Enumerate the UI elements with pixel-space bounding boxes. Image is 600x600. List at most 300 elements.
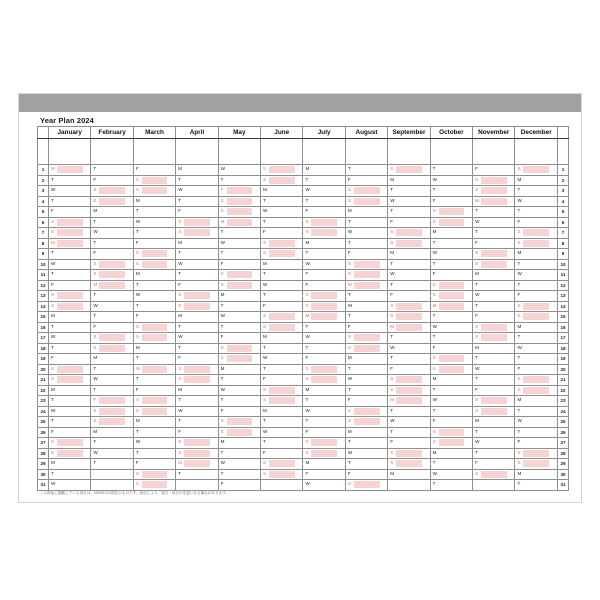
day-cell[interactable] bbox=[176, 396, 218, 407]
day-cell[interactable] bbox=[176, 291, 218, 302]
day-cell[interactable] bbox=[176, 207, 218, 218]
day-cell[interactable] bbox=[473, 270, 515, 281]
day-cell[interactable] bbox=[388, 291, 430, 302]
day-cell[interactable] bbox=[49, 217, 91, 228]
day-cell[interactable] bbox=[133, 438, 175, 449]
day-cell[interactable] bbox=[133, 480, 175, 491]
day-cell[interactable] bbox=[91, 396, 133, 407]
day-cell[interactable] bbox=[91, 196, 133, 207]
day-cell[interactable] bbox=[176, 270, 218, 281]
day-cell[interactable] bbox=[176, 175, 218, 186]
day-cell[interactable] bbox=[388, 333, 430, 344]
day-cell[interactable] bbox=[218, 207, 260, 218]
day-cell[interactable] bbox=[133, 228, 175, 239]
day-cell[interactable] bbox=[218, 406, 260, 417]
day-cell[interactable] bbox=[218, 343, 260, 354]
day-cell[interactable] bbox=[430, 480, 472, 491]
day-cell[interactable] bbox=[261, 469, 303, 480]
day-cell[interactable] bbox=[303, 186, 345, 197]
day-cell[interactable] bbox=[303, 343, 345, 354]
day-cell[interactable] bbox=[430, 280, 472, 291]
day-cell[interactable] bbox=[388, 448, 430, 459]
day-cell[interactable] bbox=[473, 417, 515, 428]
day-cell[interactable] bbox=[133, 249, 175, 260]
day-cell[interactable] bbox=[49, 322, 91, 333]
day-cell[interactable] bbox=[303, 291, 345, 302]
day-cell[interactable] bbox=[430, 196, 472, 207]
day-cell[interactable] bbox=[430, 385, 472, 396]
day-cell[interactable] bbox=[303, 364, 345, 375]
day-cell[interactable] bbox=[345, 165, 387, 176]
day-cell[interactable] bbox=[430, 438, 472, 449]
day-cell[interactable] bbox=[176, 406, 218, 417]
day-cell[interactable] bbox=[218, 186, 260, 197]
day-cell[interactable] bbox=[91, 385, 133, 396]
day-cell[interactable] bbox=[218, 228, 260, 239]
day-cell[interactable] bbox=[388, 280, 430, 291]
day-cell[interactable] bbox=[303, 354, 345, 365]
day-cell[interactable] bbox=[388, 406, 430, 417]
day-cell[interactable] bbox=[345, 291, 387, 302]
day-cell[interactable] bbox=[345, 406, 387, 417]
day-cell[interactable] bbox=[388, 427, 430, 438]
day-cell[interactable] bbox=[303, 417, 345, 428]
day-cell[interactable] bbox=[345, 175, 387, 186]
day-cell[interactable] bbox=[218, 469, 260, 480]
day-cell[interactable] bbox=[473, 301, 515, 312]
day-cell[interactable] bbox=[345, 270, 387, 281]
day-cell[interactable] bbox=[218, 270, 260, 281]
day-cell[interactable] bbox=[345, 196, 387, 207]
day-cell[interactable] bbox=[261, 438, 303, 449]
day-cell[interactable] bbox=[515, 259, 558, 270]
day-cell[interactable] bbox=[303, 459, 345, 470]
day-cell[interactable] bbox=[218, 354, 260, 365]
day-cell[interactable] bbox=[218, 175, 260, 186]
day-cell[interactable] bbox=[515, 196, 558, 207]
day-cell[interactable] bbox=[515, 301, 558, 312]
day-cell[interactable] bbox=[430, 207, 472, 218]
day-cell[interactable] bbox=[473, 333, 515, 344]
day-cell[interactable] bbox=[430, 259, 472, 270]
day-cell[interactable] bbox=[261, 364, 303, 375]
day-cell[interactable] bbox=[91, 333, 133, 344]
day-cell[interactable] bbox=[218, 417, 260, 428]
day-cell[interactable] bbox=[303, 322, 345, 333]
day-cell[interactable] bbox=[133, 280, 175, 291]
day-cell[interactable] bbox=[303, 396, 345, 407]
day-cell[interactable] bbox=[473, 396, 515, 407]
notes-cell[interactable] bbox=[473, 139, 515, 165]
day-cell[interactable] bbox=[345, 375, 387, 386]
day-cell[interactable] bbox=[176, 333, 218, 344]
day-cell[interactable] bbox=[473, 438, 515, 449]
day-cell[interactable] bbox=[515, 333, 558, 344]
day-cell[interactable] bbox=[261, 280, 303, 291]
day-cell[interactable] bbox=[388, 312, 430, 323]
day-cell[interactable] bbox=[345, 249, 387, 260]
day-cell[interactable] bbox=[91, 249, 133, 260]
day-cell[interactable] bbox=[133, 385, 175, 396]
day-cell[interactable] bbox=[473, 186, 515, 197]
day-cell[interactable] bbox=[49, 417, 91, 428]
day-cell[interactable] bbox=[388, 364, 430, 375]
day-cell[interactable] bbox=[345, 480, 387, 491]
day-cell[interactable] bbox=[473, 448, 515, 459]
day-cell[interactable] bbox=[49, 406, 91, 417]
day-cell[interactable] bbox=[261, 270, 303, 281]
day-cell[interactable] bbox=[473, 291, 515, 302]
day-cell[interactable] bbox=[49, 280, 91, 291]
day-cell[interactable] bbox=[473, 375, 515, 386]
day-cell[interactable] bbox=[430, 228, 472, 239]
day-cell[interactable] bbox=[388, 322, 430, 333]
day-cell[interactable] bbox=[91, 301, 133, 312]
day-cell[interactable] bbox=[345, 259, 387, 270]
notes-cell[interactable] bbox=[430, 139, 472, 165]
day-cell[interactable] bbox=[388, 301, 430, 312]
day-cell[interactable] bbox=[345, 312, 387, 323]
day-cell[interactable] bbox=[218, 196, 260, 207]
day-cell[interactable] bbox=[49, 375, 91, 386]
day-cell[interactable] bbox=[303, 217, 345, 228]
day-cell[interactable] bbox=[49, 459, 91, 470]
day-cell[interactable] bbox=[176, 469, 218, 480]
day-cell[interactable] bbox=[91, 291, 133, 302]
day-cell[interactable] bbox=[430, 291, 472, 302]
day-cell[interactable] bbox=[176, 238, 218, 249]
day-cell[interactable] bbox=[49, 427, 91, 438]
day-cell[interactable] bbox=[218, 301, 260, 312]
day-cell[interactable] bbox=[473, 459, 515, 470]
day-cell[interactable] bbox=[133, 165, 175, 176]
day-cell[interactable] bbox=[345, 469, 387, 480]
day-cell[interactable] bbox=[49, 480, 91, 491]
day-cell[interactable] bbox=[218, 238, 260, 249]
notes-cell[interactable] bbox=[388, 139, 430, 165]
day-cell[interactable] bbox=[515, 270, 558, 281]
day-cell[interactable] bbox=[261, 427, 303, 438]
day-cell[interactable] bbox=[473, 259, 515, 270]
day-cell[interactable] bbox=[388, 354, 430, 365]
day-cell[interactable] bbox=[515, 249, 558, 260]
day-cell[interactable] bbox=[430, 364, 472, 375]
day-cell[interactable] bbox=[430, 469, 472, 480]
day-cell[interactable] bbox=[261, 375, 303, 386]
day-cell[interactable] bbox=[473, 207, 515, 218]
day-cell[interactable] bbox=[218, 280, 260, 291]
day-cell[interactable] bbox=[176, 165, 218, 176]
day-cell[interactable] bbox=[473, 312, 515, 323]
day-cell[interactable] bbox=[261, 385, 303, 396]
day-cell[interactable] bbox=[345, 438, 387, 449]
day-cell[interactable] bbox=[388, 259, 430, 270]
day-cell[interactable] bbox=[133, 396, 175, 407]
day-cell[interactable] bbox=[176, 322, 218, 333]
day-cell[interactable] bbox=[430, 354, 472, 365]
day-cell[interactable] bbox=[473, 228, 515, 239]
day-cell[interactable] bbox=[515, 322, 558, 333]
day-cell[interactable] bbox=[430, 301, 472, 312]
day-cell[interactable] bbox=[345, 396, 387, 407]
notes-cell[interactable] bbox=[133, 139, 175, 165]
day-cell[interactable] bbox=[49, 469, 91, 480]
day-cell[interactable] bbox=[430, 459, 472, 470]
day-cell[interactable] bbox=[303, 175, 345, 186]
day-cell[interactable] bbox=[261, 196, 303, 207]
day-cell[interactable] bbox=[345, 364, 387, 375]
day-cell[interactable] bbox=[49, 291, 91, 302]
day-cell[interactable] bbox=[430, 249, 472, 260]
day-cell[interactable] bbox=[473, 238, 515, 249]
day-cell[interactable] bbox=[218, 259, 260, 270]
day-cell[interactable] bbox=[388, 207, 430, 218]
day-cell[interactable] bbox=[345, 385, 387, 396]
day-cell[interactable] bbox=[303, 448, 345, 459]
day-cell[interactable] bbox=[218, 165, 260, 176]
day-cell[interactable] bbox=[49, 312, 91, 323]
day-cell[interactable] bbox=[49, 270, 91, 281]
day-cell[interactable] bbox=[430, 427, 472, 438]
day-cell[interactable] bbox=[388, 385, 430, 396]
day-cell[interactable] bbox=[133, 259, 175, 270]
day-cell[interactable] bbox=[49, 259, 91, 270]
day-cell[interactable] bbox=[473, 175, 515, 186]
day-cell[interactable] bbox=[176, 228, 218, 239]
day-cell[interactable] bbox=[473, 165, 515, 176]
day-cell[interactable] bbox=[218, 427, 260, 438]
day-cell[interactable] bbox=[515, 280, 558, 291]
day-cell[interactable] bbox=[133, 238, 175, 249]
notes-cell[interactable] bbox=[303, 139, 345, 165]
day-cell[interactable] bbox=[133, 291, 175, 302]
day-cell[interactable] bbox=[303, 165, 345, 176]
day-cell[interactable] bbox=[49, 333, 91, 344]
day-cell[interactable] bbox=[345, 228, 387, 239]
day-cell[interactable] bbox=[388, 217, 430, 228]
day-cell[interactable] bbox=[176, 301, 218, 312]
day-cell[interactable] bbox=[303, 259, 345, 270]
day-cell[interactable] bbox=[430, 312, 472, 323]
day-cell[interactable] bbox=[345, 280, 387, 291]
day-cell[interactable] bbox=[345, 186, 387, 197]
day-cell[interactable] bbox=[473, 406, 515, 417]
notes-cell[interactable] bbox=[49, 139, 91, 165]
day-cell[interactable] bbox=[176, 196, 218, 207]
day-cell[interactable] bbox=[515, 354, 558, 365]
day-cell[interactable] bbox=[473, 322, 515, 333]
day-cell[interactable] bbox=[91, 312, 133, 323]
day-cell[interactable] bbox=[303, 280, 345, 291]
day-cell[interactable] bbox=[261, 175, 303, 186]
day-cell[interactable] bbox=[345, 322, 387, 333]
day-cell[interactable] bbox=[176, 427, 218, 438]
day-cell[interactable] bbox=[176, 343, 218, 354]
day-cell[interactable] bbox=[91, 375, 133, 386]
day-cell[interactable] bbox=[303, 385, 345, 396]
day-cell[interactable] bbox=[515, 427, 558, 438]
day-cell[interactable] bbox=[133, 322, 175, 333]
day-cell[interactable] bbox=[515, 217, 558, 228]
day-cell[interactable] bbox=[430, 322, 472, 333]
day-cell[interactable] bbox=[303, 406, 345, 417]
day-cell[interactable] bbox=[133, 333, 175, 344]
day-cell[interactable] bbox=[345, 427, 387, 438]
day-cell[interactable] bbox=[218, 217, 260, 228]
day-cell[interactable] bbox=[91, 238, 133, 249]
day-cell[interactable] bbox=[515, 207, 558, 218]
day-cell[interactable] bbox=[91, 207, 133, 218]
day-cell[interactable] bbox=[388, 375, 430, 386]
day-cell[interactable] bbox=[176, 459, 218, 470]
day-cell[interactable] bbox=[345, 459, 387, 470]
day-cell[interactable] bbox=[515, 396, 558, 407]
day-cell[interactable] bbox=[261, 448, 303, 459]
day-cell[interactable] bbox=[261, 249, 303, 260]
day-cell[interactable] bbox=[303, 238, 345, 249]
day-cell[interactable] bbox=[430, 448, 472, 459]
day-cell[interactable] bbox=[345, 448, 387, 459]
day-cell[interactable] bbox=[345, 333, 387, 344]
day-cell[interactable] bbox=[515, 364, 558, 375]
day-cell[interactable] bbox=[515, 406, 558, 417]
day-cell[interactable] bbox=[49, 249, 91, 260]
day-cell[interactable] bbox=[91, 406, 133, 417]
day-cell[interactable] bbox=[133, 364, 175, 375]
day-cell[interactable] bbox=[345, 207, 387, 218]
day-cell[interactable] bbox=[303, 333, 345, 344]
day-cell[interactable] bbox=[303, 249, 345, 260]
day-cell[interactable] bbox=[515, 165, 558, 176]
notes-cell[interactable] bbox=[261, 139, 303, 165]
day-cell[interactable] bbox=[133, 312, 175, 323]
day-cell[interactable] bbox=[473, 280, 515, 291]
day-cell[interactable] bbox=[91, 175, 133, 186]
day-cell[interactable] bbox=[133, 207, 175, 218]
day-cell[interactable] bbox=[133, 469, 175, 480]
day-cell[interactable] bbox=[176, 448, 218, 459]
day-cell[interactable] bbox=[515, 186, 558, 197]
day-cell[interactable] bbox=[430, 238, 472, 249]
day-cell[interactable] bbox=[133, 354, 175, 365]
day-cell[interactable] bbox=[133, 459, 175, 470]
day-cell[interactable] bbox=[388, 438, 430, 449]
day-cell[interactable] bbox=[388, 165, 430, 176]
day-cell[interactable] bbox=[133, 270, 175, 281]
day-cell[interactable] bbox=[303, 469, 345, 480]
day-cell[interactable] bbox=[176, 385, 218, 396]
notes-cell[interactable] bbox=[38, 139, 49, 165]
day-cell[interactable] bbox=[133, 301, 175, 312]
day-cell[interactable] bbox=[388, 249, 430, 260]
day-cell[interactable] bbox=[218, 438, 260, 449]
day-cell[interactable] bbox=[515, 469, 558, 480]
day-cell[interactable] bbox=[91, 186, 133, 197]
day-cell[interactable] bbox=[261, 322, 303, 333]
day-cell[interactable] bbox=[49, 228, 91, 239]
day-cell[interactable] bbox=[303, 301, 345, 312]
day-cell[interactable] bbox=[473, 427, 515, 438]
day-cell[interactable] bbox=[345, 238, 387, 249]
day-cell[interactable] bbox=[345, 217, 387, 228]
day-cell[interactable] bbox=[345, 417, 387, 428]
day-cell[interactable] bbox=[49, 448, 91, 459]
day-cell[interactable] bbox=[91, 165, 133, 176]
day-cell[interactable] bbox=[303, 207, 345, 218]
day-cell[interactable] bbox=[303, 270, 345, 281]
day-cell[interactable] bbox=[430, 217, 472, 228]
day-cell[interactable] bbox=[388, 238, 430, 249]
day-cell[interactable] bbox=[218, 375, 260, 386]
day-cell[interactable] bbox=[218, 396, 260, 407]
day-cell[interactable] bbox=[388, 459, 430, 470]
notes-cell[interactable] bbox=[515, 139, 558, 165]
day-cell[interactable] bbox=[515, 343, 558, 354]
day-cell[interactable] bbox=[345, 343, 387, 354]
day-cell[interactable] bbox=[133, 406, 175, 417]
day-cell[interactable] bbox=[261, 291, 303, 302]
day-cell[interactable] bbox=[473, 385, 515, 396]
day-cell[interactable] bbox=[303, 480, 345, 491]
day-cell[interactable] bbox=[49, 438, 91, 449]
day-cell[interactable] bbox=[133, 417, 175, 428]
day-cell[interactable] bbox=[91, 427, 133, 438]
notes-cell[interactable] bbox=[345, 139, 387, 165]
day-cell[interactable] bbox=[91, 217, 133, 228]
day-cell[interactable] bbox=[473, 217, 515, 228]
day-cell[interactable] bbox=[218, 249, 260, 260]
day-cell[interactable] bbox=[49, 175, 91, 186]
day-cell[interactable] bbox=[261, 238, 303, 249]
day-cell[interactable] bbox=[515, 448, 558, 459]
day-cell[interactable] bbox=[515, 417, 558, 428]
day-cell[interactable] bbox=[91, 364, 133, 375]
day-cell[interactable] bbox=[49, 301, 91, 312]
day-cell[interactable] bbox=[49, 238, 91, 249]
day-cell[interactable] bbox=[261, 333, 303, 344]
day-cell[interactable] bbox=[303, 196, 345, 207]
day-cell[interactable] bbox=[133, 375, 175, 386]
day-cell[interactable] bbox=[91, 280, 133, 291]
day-cell[interactable] bbox=[176, 312, 218, 323]
day-cell[interactable] bbox=[133, 427, 175, 438]
day-cell[interactable] bbox=[388, 270, 430, 281]
day-cell[interactable] bbox=[218, 312, 260, 323]
day-cell[interactable] bbox=[430, 417, 472, 428]
day-cell[interactable] bbox=[218, 385, 260, 396]
day-cell[interactable] bbox=[388, 175, 430, 186]
day-cell[interactable] bbox=[49, 186, 91, 197]
day-cell[interactable] bbox=[133, 448, 175, 459]
day-cell[interactable] bbox=[261, 207, 303, 218]
day-cell[interactable] bbox=[218, 291, 260, 302]
day-cell[interactable] bbox=[261, 343, 303, 354]
day-cell[interactable] bbox=[91, 228, 133, 239]
day-cell[interactable] bbox=[430, 343, 472, 354]
day-cell[interactable] bbox=[218, 333, 260, 344]
day-cell[interactable] bbox=[49, 207, 91, 218]
day-cell[interactable] bbox=[261, 165, 303, 176]
day-cell[interactable] bbox=[430, 165, 472, 176]
day-cell[interactable] bbox=[345, 354, 387, 365]
notes-cell[interactable] bbox=[218, 139, 260, 165]
day-cell[interactable] bbox=[133, 175, 175, 186]
day-cell[interactable] bbox=[218, 364, 260, 375]
day-cell[interactable] bbox=[261, 354, 303, 365]
day-cell[interactable] bbox=[303, 312, 345, 323]
day-cell[interactable] bbox=[430, 406, 472, 417]
day-cell[interactable] bbox=[388, 343, 430, 354]
